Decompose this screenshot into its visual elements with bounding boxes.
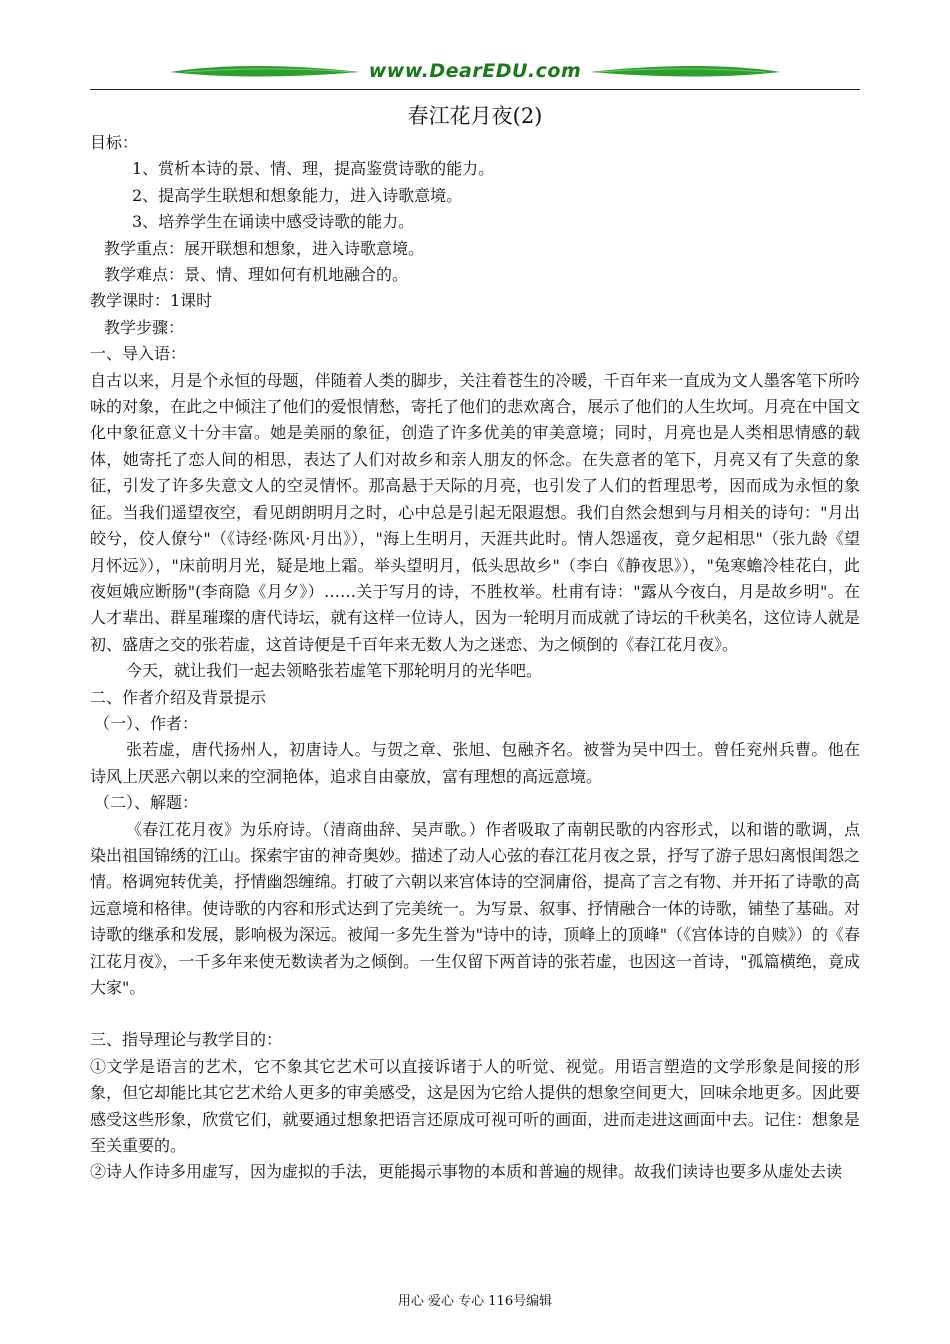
header-rule — [90, 89, 860, 90]
section-heading: 三、指导理论与教学目的： — [90, 1030, 283, 1050]
theory-point: ②诗人作诗多用虚写，因为虚拟的手法，更能揭示事物的本质和普遍的规律。故我们读诗也要多从虚处去读 — [90, 1162, 843, 1182]
key-point: 教学重点：展开联想和想象，进入诗歌意境。 — [104, 238, 425, 258]
subsection-heading: （二）、解题： — [94, 793, 199, 813]
steps-label: 教学步骤： — [104, 317, 185, 337]
subsection-heading: （一）、作者： — [94, 713, 199, 733]
page-title: 春江花月夜(2) — [407, 104, 543, 128]
objective-item: 1、赏析本诗的景、情、理，提高鉴赏诗歌的能力。 — [132, 159, 495, 179]
site-logo: www.DearEDU.com — [368, 60, 582, 82]
objectives-label: 目标： — [90, 133, 139, 152]
spacer — [90, 1001, 860, 1027]
intro-paragraph: 自古以来，月是个永恒的母题，伴随着人类的脚步，关注着苍生的冷暖，千百年来一直成为文人墨客笔下所吟咏的对象，在此之中倾注了他们的爱恨情愁，寄托了他们的悲欢离合，展示了他们的人生坎坷。月亮在中国文化中象征意义十分丰富。她是美丽的象征，创造了许多优美的审美意境；同时，月亮也是人类相思情感的载体，她寄托了恋人间的相思，表达了人们对故乡和亲人朋友的怀念。在失意者的笔下，月亮又有了失意的象征，引发了许多失意文人的空灵情怀。那高悬于天际的月亮，也引发了人们的哲理思考，因而成为永恒的象征。当我们遥望夜空，看见朗朗明月之时，心中总是引起无限遐想。我们自然会想到与月相关的诗句："月出皎兮，佼人僚兮"（《诗经·陈风·月出》），"海上生明月，天涯共此时。情人怨遥夜，竟夕起相思"（张九龄《望月怀远》），"床前明月光，疑是地上霜。举头望明月，低头思故乡"（李白《静夜思》），"兔寒蟾冷桂花白，此夜姮娥应断肠"(李商隐《月夕》）……关于写月的诗，不胜枚举。杜甫有诗："露从今夜白，月是故乡明"。在人才辈出、群星璀璨的唐代诗坛，就有这样一位诗人，因为一轮明月而成就了诗坛的千秋美名，这位诗人就是初、盛唐之交的张若虚，这首诗便是千百年来无数人为之迷恋、为之倾倒的《春江花月夜》。 — [90, 370, 860, 654]
class-hours: 教学课时：1课时 — [90, 291, 213, 311]
header-banner — [90, 58, 860, 92]
title-explanation-paragraph: 《春江花月夜》为乐府诗。（清商曲辞、吴声歌。）作者吸取了南朝民歌的内容形式，以和谐的歌调，点染出祖国锦绣的江山。探索宇宙的神奇奥妙。描述了动人心弦的春江花月夜之景，抒写了游子思妇离恨闺怨之情。格调宛转优美，抒情幽怨缠绵。打破了六朝以来宫体诗的空洞庸俗，提高了言之有物、并开拓了诗歌的高远意境和格律。使诗歌的内容和形式达到了完美统一。为写景、叙事、抒情融合一体的诗歌，铺垫了基础。对诗歌的继承和发展，影响极为深远。被闻一多先生誉为"诗中的诗，顶峰上的顶峰"（《宫体诗的自赎》）的《春江花月夜》，一千多年来使无数读者为之倾倒。一生仅留下两首诗的张若虚，也因这一首诗，"孤篇横绝，竟成大家"。 — [90, 819, 860, 997]
difficulty: 教学难点：景、情、理如何有机地融合的。 — [104, 265, 409, 285]
section-heading: 二、作者介绍及背景提示 — [90, 687, 267, 707]
section-heading: 一、导入语： — [90, 344, 187, 364]
theory-point: ①文学是语言的艺术，它不象其它艺术可以直接诉诸于人的听觉、视觉。用语言塑造的文学形象是间接的形象，但它却能比其它艺术给人更多的审美感受，这是因为它给人提供的想象空间更大，回味余地更多。因此要感受这些形象，欣赏它们，就要通过想象把语言还原成可视可听的画面，进而走进这画面中去。记住：想象是至关重要的。 — [90, 1056, 860, 1156]
author-paragraph: 张若虚，唐代扬州人，初唐诗人。与贺之章、张旭、包融齐名。被誉为吴中四士。曾任兖州兵曹。他在诗风上厌恶六朝以来的空洞艳体，追求自由豪放，富有理想的高远意境。 — [90, 740, 860, 786]
document-body — [90, 130, 860, 1186]
intro-closing: 今天，就让我们一起去领略张若虚笔下那轮明月的光华吧。 — [126, 661, 543, 681]
objective-item: 2、提高学生联想和想象能力，进入诗歌意境。 — [132, 185, 463, 205]
page-footer: 用心 爱心 专心 116号编辑 — [397, 1294, 553, 1309]
objective-item: 3、培养学生在诵读中感受诗歌的能力。 — [132, 212, 415, 232]
